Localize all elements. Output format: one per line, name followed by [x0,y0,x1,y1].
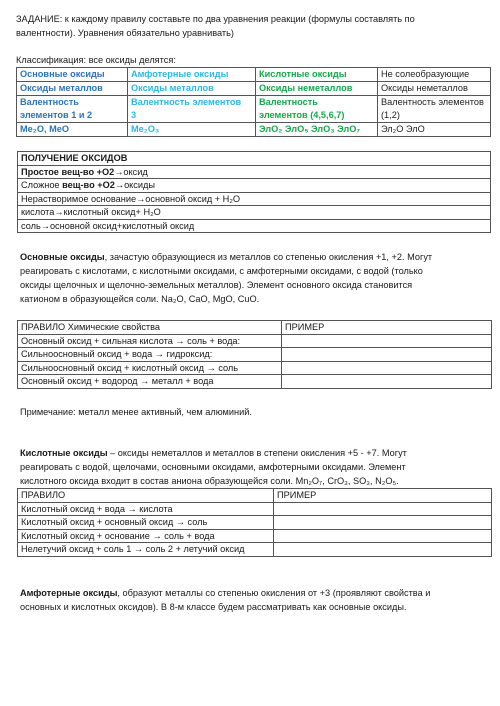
cell: Оксиды металлов [128,82,256,96]
table-row [18,192,491,206]
cell: Валентность элементов 1 и 2 [17,96,128,123]
obtaining-row: Нерастворимое основание→основной оксид + H₂O [18,192,315,206]
cell: Валентность элементов (4,5,6,7) [256,96,378,123]
obtaining-row: Сложное вещ-во +О2→оксиды [18,179,315,193]
obtaining-row: кислота→кислотный оксид+ H₂O [18,206,315,220]
table-row [17,68,491,82]
classification-table [16,67,491,137]
rule-cell: Кислотный оксид + вода → кислота [18,502,274,516]
table-row [18,375,492,389]
table-row [18,321,492,335]
amphoteric-oxides-term: Амфотерные оксиды [20,588,118,598]
header-non-salt: Не солеобразующие [378,68,491,82]
example-cell[interactable] [274,502,492,516]
table-row [18,152,491,166]
example-cell[interactable] [274,516,492,530]
formula-amphoteric: Me₂O₃ [128,123,256,137]
basic-oxides-term: Основные оксиды [20,252,105,262]
basic-rules-table [17,320,492,389]
acidic-rules-table [17,488,492,557]
rule-cell: Сильноосновный оксид + кислотный оксид → соль [18,361,282,375]
obtaining-row: соль→основной оксид+кислотный оксид [18,219,315,233]
header-acidic: Кислотные оксиды [256,68,378,82]
header-amphoteric: Амфотерные оксиды [128,68,256,82]
table-row [18,206,491,220]
obtaining-row: Простое вещ-во +О2→оксид [18,165,315,179]
example-cell[interactable] [282,375,492,389]
column-header: ПРИМЕР [282,321,492,335]
cell: Оксиды неметаллов [378,82,491,96]
table-row [17,123,491,137]
cell: Валентность элементов (1,2) [378,96,491,123]
note: Примечание: металл менее активный, чем алюминий. [20,407,252,417]
table-row [18,489,492,503]
table-row [18,502,492,516]
header-basic: Основные оксиды [17,68,128,82]
rule-cell: Сильноосновный оксид + вода → гидроксид: [18,348,282,362]
rule-cell: Кислотный оксид + основный оксид → соль [18,516,274,530]
table-row [18,529,492,543]
cell: Оксиды неметаллов [256,82,378,96]
table-row [17,82,491,96]
example-cell[interactable] [274,529,492,543]
table-row [18,179,491,193]
task-line-1: ЗАДАНИЕ: к каждому правилу составьте по два уравнения реакции (формулы составлять по [16,14,415,24]
amphoteric-oxides-paragraph: Амфотерные оксиды, образуют металлы со степенью окисления от +3 (проявляют свойства и основных и кислотных оксидов). В 8-м классе будем рассматривать как основные оксиды. [20,588,431,612]
formula-acidic: ЭлO₂ ЭлO₅ ЭлO₃ ЭлO₇ [256,123,378,137]
task-line-2: валентности). Уравнения обязательно уравнивать) [16,28,234,38]
formula-basic: Me₂O, MeO [17,123,128,137]
rule-cell: Нелетучий оксид + соль 1 → соль 2 + летучий оксид [18,543,274,557]
example-cell[interactable] [282,348,492,362]
obtaining-table [17,151,491,233]
acidic-oxides-paragraph: Кислотные оксиды – оксиды неметаллов и металлов в степени окисления +5 - +7. Могут реагировать с водой, щелочами, основными оксидами, амфотерными оксидами. Элемент кислотного оксида входит в состав аниона образующейся соли. Mn₂O₇, CrO₃, SO₃, N₂O₅. [20,448,407,486]
table-row [18,543,492,557]
column-header: ПРАВИЛО [18,489,274,503]
cell: Валентность элементов 3 [128,96,256,123]
basic-oxides-paragraph: Основные оксиды, зачастую образующиеся из металлов со степенью окисления +1, +2. Могут реагировать с кислотами, с кислотными оксидами, с амфотерными оксидами, с водой (только оксиды щелочных и щелочно-земельных металлов). Элемент основного оксида становится катионом в образующейся соли. Na₂O, CaO, MgO, CuO. [20,252,433,304]
rule-cell: Основный оксид + сильная кислота → соль + вода: [18,334,282,348]
formula-non-salt: Эл₂O ЭлO [378,123,491,137]
table-row [18,219,491,233]
rule-cell: Основный оксид + водород → металл + вода [18,375,282,389]
example-cell[interactable] [282,361,492,375]
obtaining-title: ПОЛУЧЕНИЕ ОКСИДОВ [18,152,315,166]
task-text [16,12,490,40]
example-cell[interactable] [282,334,492,348]
column-header: ПРАВИЛО Химические свойства [18,321,282,335]
example-cell[interactable] [274,543,492,557]
acidic-oxides-term: Кислотные оксиды [20,448,108,458]
table-row [18,165,491,179]
table-row [18,334,492,348]
classification-caption: Классификация: все оксиды делятся: [16,55,176,65]
cell: Оксиды металлов [17,82,128,96]
table-row [17,96,491,123]
table-row [18,516,492,530]
column-header: ПРИМЕР [274,489,492,503]
table-row [18,361,492,375]
rule-cell: Кислотный оксид + основание → соль + вода [18,529,274,543]
table-row [18,348,492,362]
